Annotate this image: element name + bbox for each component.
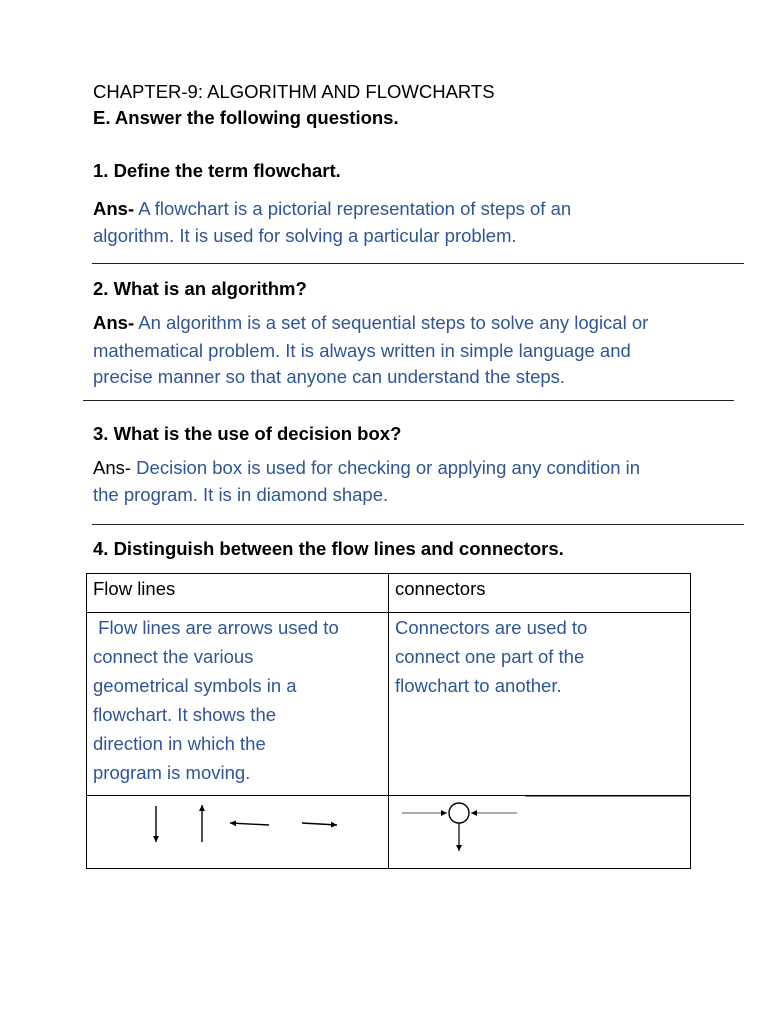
table-header-row [87,574,691,613]
connectors-symbols-cell [389,796,691,869]
arrow-left-icon [230,823,269,825]
ans-label: Ans- [93,312,135,333]
flow-arrows-icon [87,796,389,868]
cell-line: Connectors are used to [395,617,588,638]
question-2: 2. What is an algorithm? [93,278,307,299]
ans-label: Ans- [93,198,135,219]
question-3: 3. What is the use of decision box? [93,423,402,444]
question-4: 4. Distinguish between the flow lines and connectors. [93,538,564,559]
answer-3-line-2: the program. It is in diamond shape. [93,484,389,505]
divider-line [92,263,744,264]
section-heading: E. Answer the following questions. [93,107,399,128]
flow-lines-description [87,613,389,796]
answer-2-line-2: mathematical problem. It is always written in simple language and [93,340,631,361]
answer-1-line-2: algorithm. It is used for solving a particular problem. [93,225,517,246]
answer-2-line-3: precise manner so that anyone can understand the steps. [93,366,566,387]
chapter-title: CHAPTER-9: ALGORITHM AND FLOWCHARTS [93,81,495,102]
cell-line: connect one part of the [395,646,585,667]
header-connectors: connectors [389,574,691,613]
ans-label: Ans- [93,457,132,478]
connector-icon [389,796,691,868]
divider-line [83,400,734,401]
question-1: 1. Define the term flowchart. [93,160,341,181]
cell-line: Flow lines are arrows used to [93,617,339,638]
flow-lines-symbols-cell [87,796,389,869]
cell-line: direction in which the [93,733,266,754]
cell-line: flowchart to another. [395,675,562,696]
answer-2-line-1 [93,312,648,334]
header-flow-lines: Flow lines [87,574,389,613]
cell-line: program is moving. [93,762,251,783]
cell-line: flowchart. It shows the [93,704,277,725]
answer-3-line-1 [93,457,640,479]
arrow-right-icon [302,823,337,825]
divider-line [92,524,744,525]
answer-text: An algorithm is a set of sequential steps to solve any logical or [134,312,649,333]
cell-line: connect the various [93,646,254,667]
answer-1-line-1 [93,198,571,220]
answer-text: A flowchart is a pictorial representation of steps of an [134,198,572,219]
table-row [87,613,691,796]
connectors-description [389,613,691,796]
answer-text: Decision box is used for checking or applying any condition in [131,457,641,478]
table-row-symbols [87,796,691,869]
cell-line: geometrical symbols in a [93,675,297,696]
comparison-table [86,573,691,869]
